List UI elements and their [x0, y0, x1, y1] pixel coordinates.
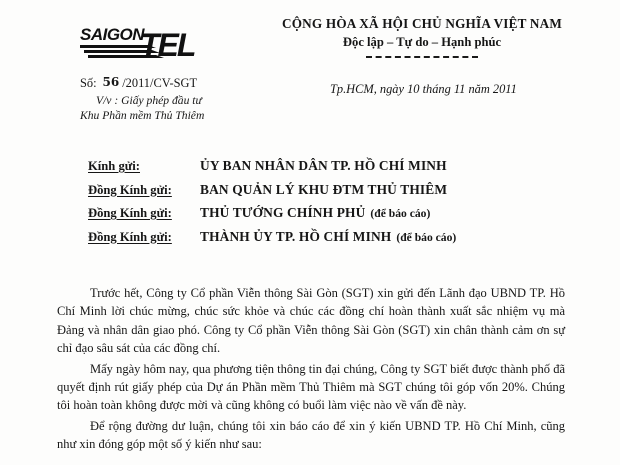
body-paragraph: Để rộng đường dư luận, chúng tôi xin báo cáo để xin ý kiến UBND TP. Hồ Chí Minh, cũng như xin đóng góp một số ý kiến như sau: — [57, 418, 565, 452]
svg-text:TEL: TEL — [140, 27, 195, 63]
recipient-name: THỦ TƯỚNG CHÍNH PHỦ — [200, 205, 366, 220]
saigontel-logo — [78, 18, 210, 64]
reference-block — [80, 76, 330, 124]
header-divider — [366, 56, 478, 58]
body-paragraph: Mấy ngày hôm nay, qua phương tiện thông tin đại chúng, Công ty SGT biết được thành phố đã quyết định rút giấy phép của Dự án Phần mềm Thủ Thiêm mà SGT chúng tôi góp vốn 20%. Chúng tôi hoàn toàn không được mời và cũng không có buổi làm việc nào về vấn đề này. — [57, 361, 565, 413]
recipient-label: Đồng Kính gửi: — [88, 182, 172, 197]
svg-text:SAIGON: SAIGON — [80, 25, 145, 44]
recipient-name: ỦY BAN NHÂN DÂN TP. HỒ CHÍ MINH — [200, 158, 447, 173]
recipient-row — [88, 158, 588, 174]
recipient-list — [88, 158, 588, 252]
dateline: Tp.HCM, ngày 10 tháng 11 năm 2011 — [330, 82, 517, 96]
so-suffix: /2011/CV-SGT — [122, 76, 198, 90]
document-number-line — [80, 76, 330, 92]
body-paragraph: Trước hết, Công ty Cổ phần Viễn thông Sài Gòn (SGT) xin gửi đến Lãnh đạo UBND TP. Hồ Chí Minh lời chúc mừng, chúc sức khỏe và chúc các đồng chí hoàn thành xuất sắc nhiệm vụ mà Đảng và nhân dân giao phó. Công ty Cổ phần Viễn thông Sài Gòn (SGT) xin chân thành cảm ơn sự chỉ đạo sâu sát của các đồng chí. — [57, 286, 565, 356]
letterhead — [0, 12, 620, 82]
recipient-label: Kính gửi: — [88, 159, 140, 173]
so-label: Số: — [80, 76, 97, 90]
recipient-row — [88, 182, 588, 198]
recipient-note: (để báo cáo) — [396, 230, 457, 244]
country-name: CỘNG HÒA XÃ HỘI CHỦ NGHĨA VIỆT NAM — [282, 16, 562, 31]
recipient-name: BAN QUẢN LÝ KHU ĐTM THỦ THIÊM — [200, 181, 448, 197]
recipient-row — [88, 205, 588, 221]
recipient-label: Đồng Kính gửi: — [88, 206, 172, 220]
national-header — [248, 16, 596, 58]
recipient-name: THÀNH ỦY TP. HỒ CHÍ MINH — [200, 228, 392, 244]
national-motto: Độc lập – Tự do – Hạnh phúc — [342, 34, 502, 49]
subject-line-2: Khu Phần mềm Thủ Thiêm — [80, 109, 205, 123]
recipient-row — [88, 229, 588, 245]
letter-body — [57, 284, 565, 456]
subject-line-1: V/v : Giấy phép đầu tư — [96, 93, 202, 107]
recipient-label: Đồng Kính gửi: — [88, 229, 172, 244]
so-number: 56 — [102, 74, 120, 89]
recipient-note: (để báo cáo) — [370, 207, 431, 220]
